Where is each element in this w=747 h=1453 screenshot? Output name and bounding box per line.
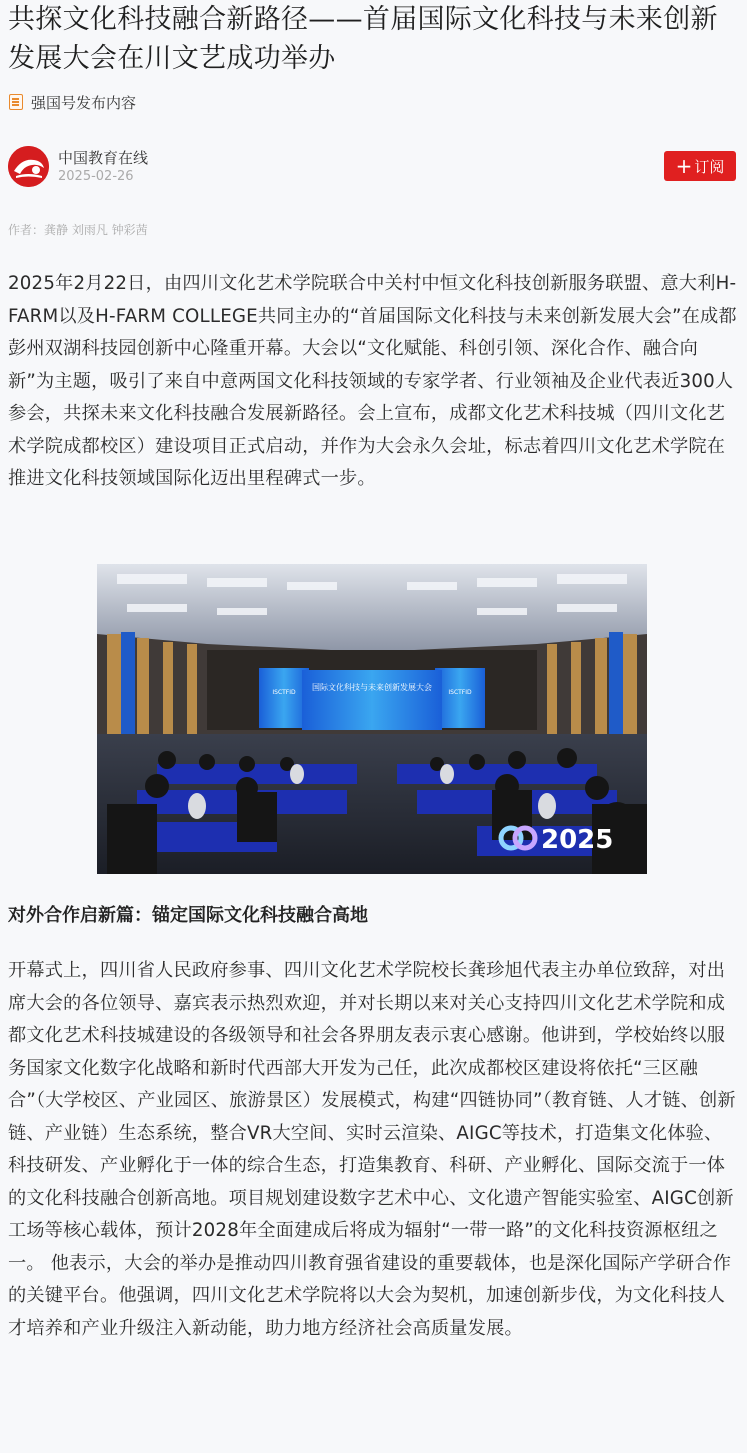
photo-year: 2025 (541, 825, 614, 855)
document-icon (9, 94, 23, 110)
source-row (9, 91, 136, 113)
subscribe-button[interactable] (664, 151, 736, 181)
publish-date: 2025-02-26 (58, 169, 134, 184)
conference-hall-image (97, 564, 647, 874)
subscribe-label: 订阅 (694, 157, 725, 176)
source-label: 强国号发布内容 (31, 93, 137, 112)
screen-logo-left: ISCTFID (272, 689, 296, 696)
article-title: 共探文化科技融合新路径——首届国际文化科技与未来创新发展大会在川文艺成功举办 (8, 4, 718, 74)
avatar[interactable] (8, 146, 49, 187)
conference-photo[interactable] (97, 564, 647, 874)
account-name[interactable]: 中国教育在线 (58, 149, 149, 167)
paragraph-1: 2025年2月22日，由四川文化艺术学院联合中关村中恒文化科技创新服务联盟、意大利H-FARM以及H-FARM COLLEGE共同主办的“首届国际文化科技与未来创新发展大会”在成都彭州双湖科技园创新中心隆重开幕。大会以“文化赋能、科创引领、深化合作、融合向新”为主题，吸引了来自中意两国文化科技领域的专家学者、行业领袖及企业代表近300人参会，共探未来文化科技融合发展新路径。会上宣布，成都文化艺术科技城（四川文化艺术学院成都校区）建设项目正式启动，并作为大会永久会址，标志着四川文化艺术学院在推进文化科技领域国际化迈出里程碑式一步。 (8, 273, 737, 489)
screen-title: 国际文化科技与未来创新发展大会 (312, 683, 432, 692)
section-heading: 对外合作启新篇：锚定国际文化科技融合高地 (8, 905, 368, 926)
author-byline: 作者：龚静 刘雨凡 钟彩茜 (8, 223, 148, 237)
plus-icon: + (675, 154, 693, 178)
screen-logo-right: ISCTFID (448, 689, 472, 696)
account-logo-icon (8, 146, 49, 187)
paragraph-2: 开幕式上，四川省人民政府参事、四川文化艺术学院校长龚珍旭代表主办单位致辞，对出席大会的各位领导、嘉宾表示热烈欢迎，并对长期以来对关心支持四川文化艺术学院和成都文化艺术科技城建设的各级领导和社会各界朋友表示衷心感谢。他讲到，学校始终以服务国家文化数字化战略和新时代西部大开发为己任，此次成都校区建设将依托“三区融合”（大学校区、产业园区、旅游景区）发展模式，构建“四链协同”（教育链、人才链、创新链、产业链）生态系统，整合VR大空间、实时云渲染、AIGC等技术，打造集文化体验、科技研发、产业孵化于一体的综合生态，打造集教育、科研、产业孵化、国际交流于一体的文化科技融合创新高地。项目规划建设数字艺术中心、文化遗产智能实验室、AIGC创新工场等核心载体，预计2028年全面建成后将成为辐射“一带一路”的文化科技资源枢纽之一。 他表示，大会的举办是推动四川教育强省建设的重要载体，也是深化国际产学研合作的关键平台。他强调，四川文化艺术学院将以大会为契机，加速创新步伐，为文化科技人才培养和产业升级注入新动能，助力地方经济社会高质量发展。 (8, 960, 736, 1339)
account-header (8, 145, 736, 187)
